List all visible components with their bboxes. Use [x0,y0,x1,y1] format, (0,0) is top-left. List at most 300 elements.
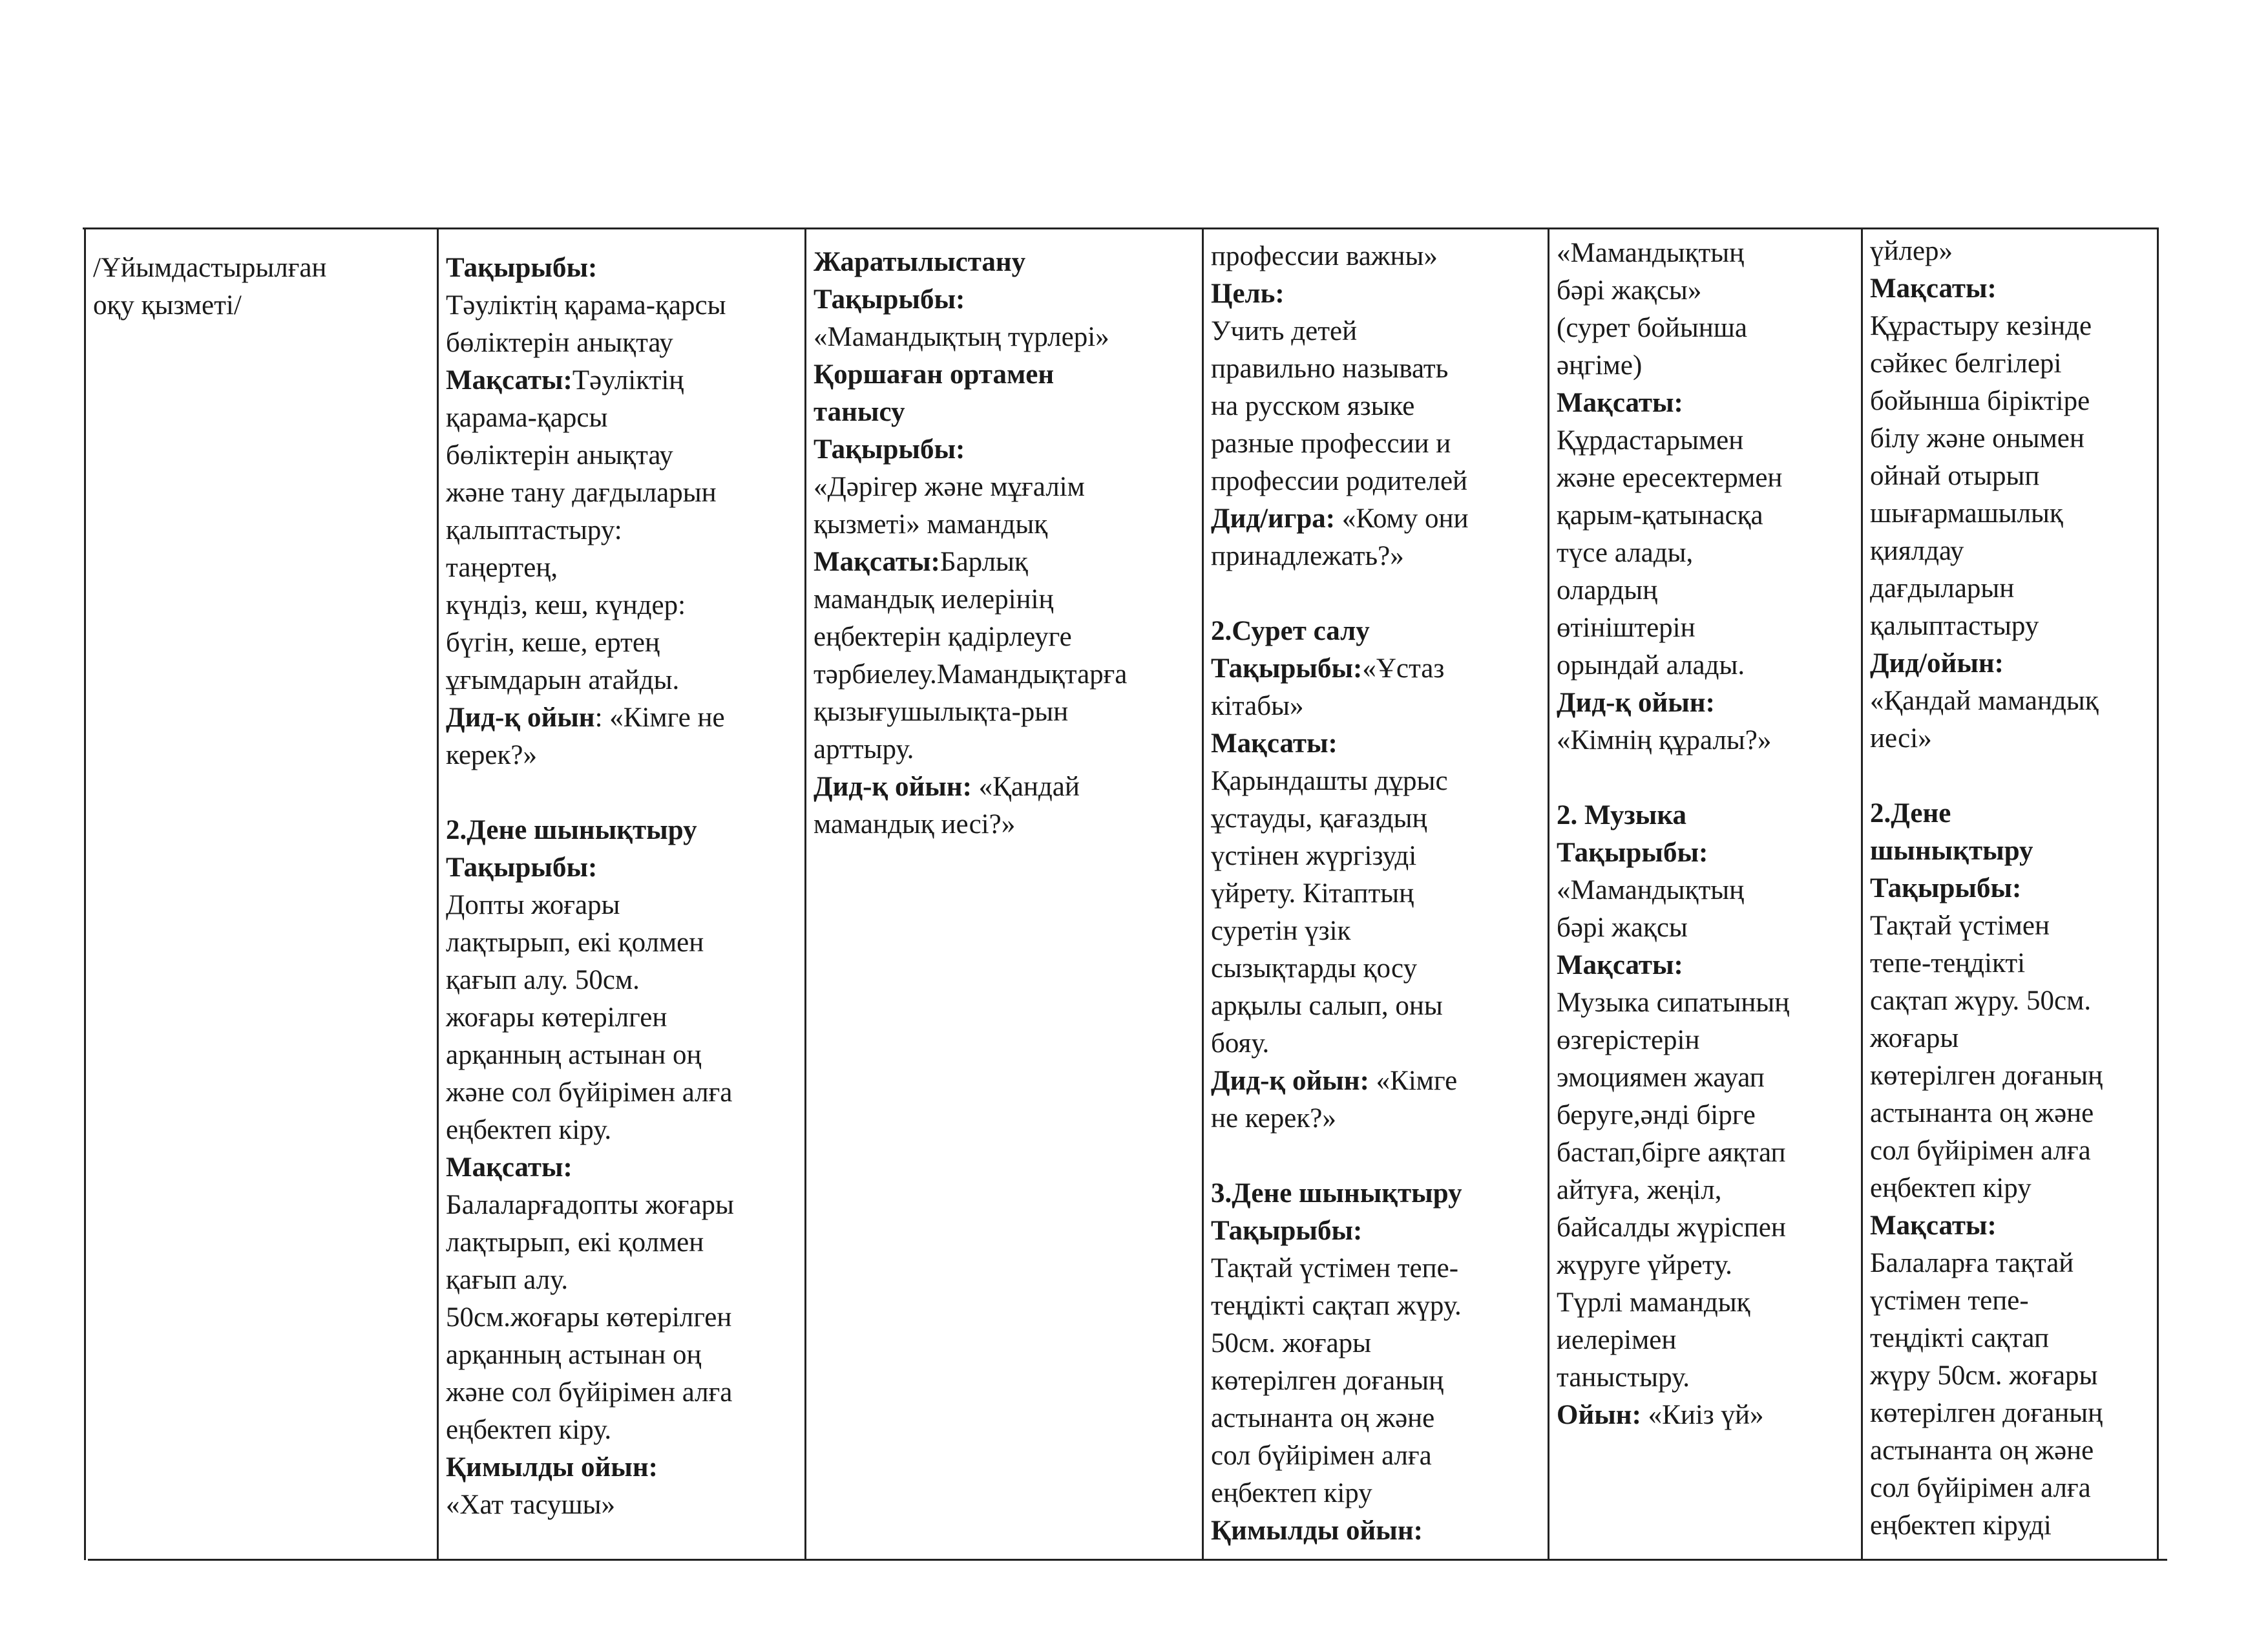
line-text: еңбектеп кіру. [446,1415,612,1445]
line-text: өтініштерін [1557,613,1696,643]
text-line [1211,313,1539,350]
text-line [446,1224,796,1262]
text-line [1557,834,1853,872]
text-line [93,287,429,324]
text-line [93,249,429,287]
column-divider-4 [1548,227,1549,1560]
text-line [446,512,796,549]
text-line [446,324,796,362]
line-text: ұғымдарын атайды. [446,665,680,695]
line-text: сол бүйірімен алға [1211,1441,1432,1471]
text-line [1557,422,1853,460]
text-line [1211,725,1539,763]
line-text: Тақтай үстімен тепе- [1211,1253,1459,1284]
line-text: бәрі жақсы [1557,913,1688,943]
table-right-border [2157,227,2159,1560]
text-line [1870,1282,2149,1320]
text-line [446,287,796,324]
line-text: теңдікті сақтап [1870,1323,2049,1353]
text-line [1870,458,2149,495]
text-line [814,656,1193,693]
text-line [1870,720,2149,757]
bold-label: 2.Дене шынықтыру [446,815,697,845]
line-text: бүгін, кеше, ертең [446,628,660,658]
line-text: үйлер» [1870,236,1953,266]
text-line [1557,310,1853,347]
text-line [814,768,1193,806]
line-text: түсе алады, [1557,538,1694,568]
bold-label: 2.Дене [1870,798,1951,829]
text-line [1870,1320,2149,1357]
text-line [1211,838,1539,875]
line-text: орындай алады. [1557,650,1745,681]
text-line [1870,945,2149,982]
text-line [1211,1325,1539,1362]
line-text: айтуға, жеңіл, [1557,1175,1722,1205]
text-line [1211,875,1539,913]
line-text: таңертең, [446,553,558,583]
line-text: жоғары көтерілген [446,1002,667,1033]
line-text: /Ұйымдастырылған [93,253,327,283]
text-line [1211,500,1539,538]
text-line [814,544,1193,581]
text-line [1557,722,1853,759]
line-text-rest: «Киіз үй» [1641,1400,1764,1430]
line-text: қағып алу. 50см. [446,965,640,995]
text-line [446,1149,796,1187]
line-text: «Мамандықтың [1557,875,1745,905]
line-text: астынанта оң және [1870,1098,2094,1128]
text-line [1870,795,2149,832]
table-cell-tuesday [807,244,1200,843]
line-text: үйрету. Кітаптың [1211,878,1414,909]
line-text: сақтап жүру. 50см. [1870,986,2092,1016]
column-divider-3 [1202,227,1204,1560]
line-text: теңдікті сақтап жүру. [1211,1291,1462,1321]
line-text: «Кімнің құралы?» [1557,725,1772,755]
line-text: көтерілген доғаның [1870,1398,2103,1428]
table-cell-wednesday [1204,238,1546,1550]
text-line [446,399,796,437]
text-line [1211,988,1539,1025]
text-line [1870,1132,2149,1170]
bold-label: Мақсаты: [1557,388,1683,418]
text-line [446,662,796,699]
text-line [446,1187,796,1224]
line-text: жүру 50см. жоғары [1870,1360,2098,1391]
text-line [446,1486,796,1524]
text-line [1211,613,1539,650]
text-line [814,431,1193,469]
line-text: және тану дағдыларын [446,478,717,508]
text-line [1870,1207,2149,1245]
text-line [1870,982,2149,1020]
bold-label: Мақсаты: [1870,273,1997,304]
text-line [1870,907,2149,945]
line-text: бөліктерін анықтау [446,440,673,470]
text-line [1557,460,1853,497]
text-line [1870,345,2149,383]
text-line [1557,572,1853,609]
bold-label: 3.Дене шынықтыру [1211,1178,1462,1209]
line-text: 50см.жоғары көтерілген [446,1302,732,1333]
line-text-rest: Тәуліктің [572,365,684,396]
text-line [1211,538,1539,575]
line-text: оқу қызметі/ [93,290,242,321]
line-text: бастап,бірге аяқтап [1557,1137,1786,1168]
text-line [1870,1095,2149,1132]
line-text: эмоциямен жауап [1557,1062,1765,1093]
text-line [814,319,1193,356]
text-line [1557,1397,1853,1434]
text-line [446,587,796,624]
line-text: иелерімен [1557,1325,1677,1355]
text-line [814,506,1193,544]
text-line [446,1037,796,1074]
line-text: «Дәрігер және мұғалім [814,472,1085,502]
text-line [1557,272,1853,310]
text-line [1211,1250,1539,1287]
line-text: мамандық иесі?» [814,809,1016,840]
line-text: бояу. [1211,1028,1270,1059]
bold-label: Тақырыбы: [446,253,598,283]
text-line [1870,420,2149,458]
text-line [1557,1359,1853,1397]
line-text: және сол бүйірімен алға [446,1377,733,1408]
text-line [814,281,1193,319]
text-line [814,731,1193,768]
table-cell-thursday [1550,235,1859,1434]
text-line [1211,800,1539,838]
text-line [1211,1437,1539,1475]
line-text: таныстыру. [1557,1362,1690,1393]
bold-label: 2. Музыка [1557,800,1686,830]
text-line [1557,235,1853,272]
text-line [446,1449,796,1486]
line-text: правильно называть [1211,354,1449,384]
line-text: «Мамандықтың [1557,238,1745,268]
text-line [814,581,1193,618]
line-text: профессии родителей [1211,466,1468,496]
line-text: разные профессии и [1211,428,1451,459]
text-line [1870,870,2149,907]
bold-label: Дид/игра: [1211,503,1336,534]
text-line [1211,1100,1539,1137]
text-line [446,1299,796,1336]
line-text: ойнай отырып [1870,461,2040,491]
text-line [1211,1175,1539,1212]
line-text-rest: «Қандай [971,772,1080,802]
bold-label: Дид-қ ойын [446,703,595,733]
text-line [1870,233,2149,270]
bold-label: Тақырыбы: [814,284,965,315]
line-text: не керек?» [1211,1103,1336,1134]
blank-line [1870,757,2149,795]
line-text: беруге,әнді бірге [1557,1100,1756,1130]
line-text: Қарындашты дұрыс [1211,766,1448,796]
blank-line [1557,759,1853,797]
text-line [1557,1284,1853,1322]
line-text: лақтырып, екі қолмен [446,927,704,958]
bold-label: Мақсаты: [1870,1210,1997,1241]
line-text: еңбектеп кіру. [446,1115,612,1145]
bold-label: Тақырыбы: [1211,653,1363,684]
text-line [1870,308,2149,345]
text-line [1557,347,1853,385]
line-text: шығармашылық [1870,498,2063,529]
line-text: әңгіме) [1557,350,1643,381]
text-line [814,618,1193,656]
line-text: қызығушылықта-рын [814,697,1069,727]
text-line [446,812,796,849]
table-top-border [83,227,2157,229]
text-line [1211,1362,1539,1400]
text-line [814,356,1193,394]
text-line [446,849,796,887]
bold-label: Цель: [1211,279,1285,309]
text-line [446,1336,796,1374]
line-text: арқанның астынан оң [446,1040,702,1070]
line-text: қарама-қарсы [446,403,608,433]
table-bottom-border [88,1559,2167,1561]
line-text: бойынша біріктіре [1870,386,2090,416]
text-line [1211,350,1539,388]
line-text: принадлежать?» [1211,541,1404,571]
text-line [1870,645,2149,682]
text-line [814,394,1193,431]
line-text: арқылы салып, оны [1211,991,1443,1021]
line-text: Музыка сипатының [1557,988,1790,1018]
text-line [1870,570,2149,607]
bold-label: 2.Сурет салу [1211,616,1370,646]
line-text: байсалды жүріспен [1557,1212,1786,1243]
line-text: арқанның астынан оң [446,1340,702,1370]
line-text: (сурет бойынша [1557,313,1747,343]
text-line [1870,495,2149,533]
text-line [1211,913,1539,950]
text-line [1557,947,1853,984]
text-line [446,362,796,399]
text-line [446,999,796,1037]
line-text: сол бүйірімен алға [1870,1136,2091,1166]
line-text: астынанта оң және [1870,1435,2094,1466]
line-text: «Мамандықтың түрлері» [814,322,1109,352]
text-line [1557,534,1853,572]
line-text: Құрдастарымен [1557,425,1744,456]
text-line [1211,1025,1539,1062]
line-text: Құрастыру кезінде [1870,311,2092,341]
text-line [1557,909,1853,947]
line-text: Балаларға тақтай [1870,1248,2074,1278]
text-line [446,474,796,512]
line-text: сол бүйірімен алға [1870,1473,2091,1503]
text-line [1211,650,1539,688]
text-line [1557,684,1853,722]
line-text: қағып алу. [446,1265,569,1295]
text-line [446,1112,796,1149]
text-line [1211,425,1539,463]
line-text: Учить детей [1211,316,1358,346]
text-line [1211,275,1539,313]
bold-label: Тақырыбы: [446,852,598,883]
text-line [1211,1062,1539,1100]
bold-label: Қимылды ойын: [1211,1516,1423,1546]
line-text: Тақтай үстімен [1870,911,2050,941]
line-text: астынанта оң және [1211,1403,1435,1433]
text-line [446,249,796,287]
text-line [446,1262,796,1299]
column-divider-2 [804,227,806,1560]
line-text: және ересектермен [1557,463,1783,493]
line-text-rest: : «Кімге не [594,703,725,733]
line-text-rest: «Кімге [1369,1066,1458,1096]
bold-label: Жаратылыстану [814,247,1026,277]
line-text: қарым-қатынасқа [1557,500,1763,531]
text-line [1557,984,1853,1022]
text-line [1870,383,2149,420]
text-line [1211,1400,1539,1437]
line-text: еңбектерін қадірлеуге [814,622,1072,652]
bold-label: Қимылды ойын: [446,1452,658,1483]
bold-label: шынықтыру [1870,836,2033,866]
line-text: суретін үзік [1211,916,1351,946]
text-line [1870,682,2149,720]
line-text: кітабы» [1211,691,1304,721]
bold-label: Мақсаты: [446,1152,572,1183]
text-line [1870,1170,2149,1207]
text-line [446,1374,796,1411]
line-text-rest: «Ұстаз [1362,653,1445,684]
text-line [1557,1022,1853,1059]
text-line [1557,647,1853,684]
line-text: және сол бүйірімен алға [446,1077,733,1108]
text-line [446,549,796,587]
line-text: «Хат тасушы» [446,1490,615,1520]
bold-label: Мақсаты: [446,365,572,396]
blank-line [446,774,796,812]
line-text: тепе-теңдікті [1870,948,2026,978]
text-line [1211,763,1539,800]
text-line [1211,238,1539,275]
line-text: профессии важны» [1211,241,1438,271]
text-line [1870,607,2149,645]
line-text: білу және онымен [1870,423,2084,454]
text-line [446,699,796,737]
line-text-rest: «Кому они [1335,503,1469,534]
bold-label: Дид-қ ойын: [1557,688,1715,718]
column-divider-5 [1861,227,1863,1560]
text-line [1870,270,2149,308]
text-line [1557,1059,1853,1097]
text-line [446,624,796,662]
column-divider-1 [437,227,439,1560]
text-line [1211,1512,1539,1550]
bold-label: Дид-қ ойын: [814,772,972,802]
text-line [1557,872,1853,909]
text-line [1870,1057,2149,1095]
text-line [1870,1432,2149,1470]
text-line [1557,609,1853,647]
bold-label: танысу [814,397,905,427]
text-line [1211,950,1539,988]
bold-label: Мақсаты: [814,547,940,577]
line-text: Допты жоғары [446,890,620,920]
text-line [1557,497,1853,534]
line-text: олардың [1557,575,1658,606]
text-line [814,693,1193,731]
line-text: қалыптастыру: [446,515,622,545]
text-line [1870,533,2149,570]
line-text: 50см. жоғары [1211,1328,1372,1358]
text-line [1870,1507,2149,1545]
line-text: на русском языке [1211,391,1415,421]
line-text: сызықтарды қосу [1211,953,1418,984]
table-cell-monday [439,249,803,1524]
line-text: Тәуліктің қарама-қарсы [446,290,726,321]
line-text: дағдыларын [1870,573,2015,604]
line-text: мамандық иелерінің [814,584,1054,615]
text-line [1211,1287,1539,1325]
line-text: үстімен тепе- [1870,1285,2029,1316]
line-text: қалыптастыру [1870,611,2039,641]
line-text: Балаларғадопты жоғары [446,1190,734,1220]
bold-label: Ойын: [1557,1400,1641,1430]
text-line [1211,463,1539,500]
bold-label: Тақырыбы: [1211,1216,1363,1246]
bold-label: Тақырыбы: [1557,838,1708,868]
line-text: көтерілген доғаның [1870,1061,2103,1091]
line-text: өзгерістерін [1557,1025,1700,1055]
text-line [446,962,796,999]
line-text: үстінен жүргізуді [1211,841,1417,871]
line-text: еңбектеп кіруді [1870,1510,2052,1541]
line-text: күндіз, кеш, күндер: [446,590,686,620]
text-line [446,1411,796,1449]
text-line [1211,688,1539,725]
table-cell-friday [1864,233,2156,1545]
text-line [1557,1247,1853,1284]
line-text: көтерілген доғаның [1211,1366,1444,1396]
blank-line [1211,575,1539,613]
line-text: бәрі жақсы» [1557,275,1702,306]
line-text: еңбектеп кіру [1211,1478,1372,1508]
line-text: ұстауды, қағаздың [1211,803,1427,834]
line-text: лақтырып, екі қолмен [446,1227,704,1258]
bold-label: Мақсаты: [1557,950,1683,980]
line-text: керек?» [446,740,537,770]
text-line [814,469,1193,506]
text-line [1557,797,1853,834]
blank-line [1211,1137,1539,1175]
table-cell-activity-label [87,249,436,324]
text-line [1557,1322,1853,1359]
bold-label: Дид-қ ойын: [1211,1066,1369,1096]
line-text: жүруге үйрету. [1557,1250,1732,1280]
bold-label: Мақсаты: [1211,728,1338,759]
line-text: қиялдау [1870,536,1964,566]
text-line [446,887,796,924]
text-line [1870,832,2149,870]
line-text: қызметі» мамандық [814,509,1048,540]
text-line [1557,1172,1853,1209]
text-line [446,924,796,962]
text-line [1557,1097,1853,1134]
bold-label: Тақырыбы: [1870,873,2022,903]
text-line [1557,1134,1853,1172]
text-line [1211,388,1539,425]
line-text: арттыру. [814,734,914,765]
line-text: иесі» [1870,723,1932,754]
